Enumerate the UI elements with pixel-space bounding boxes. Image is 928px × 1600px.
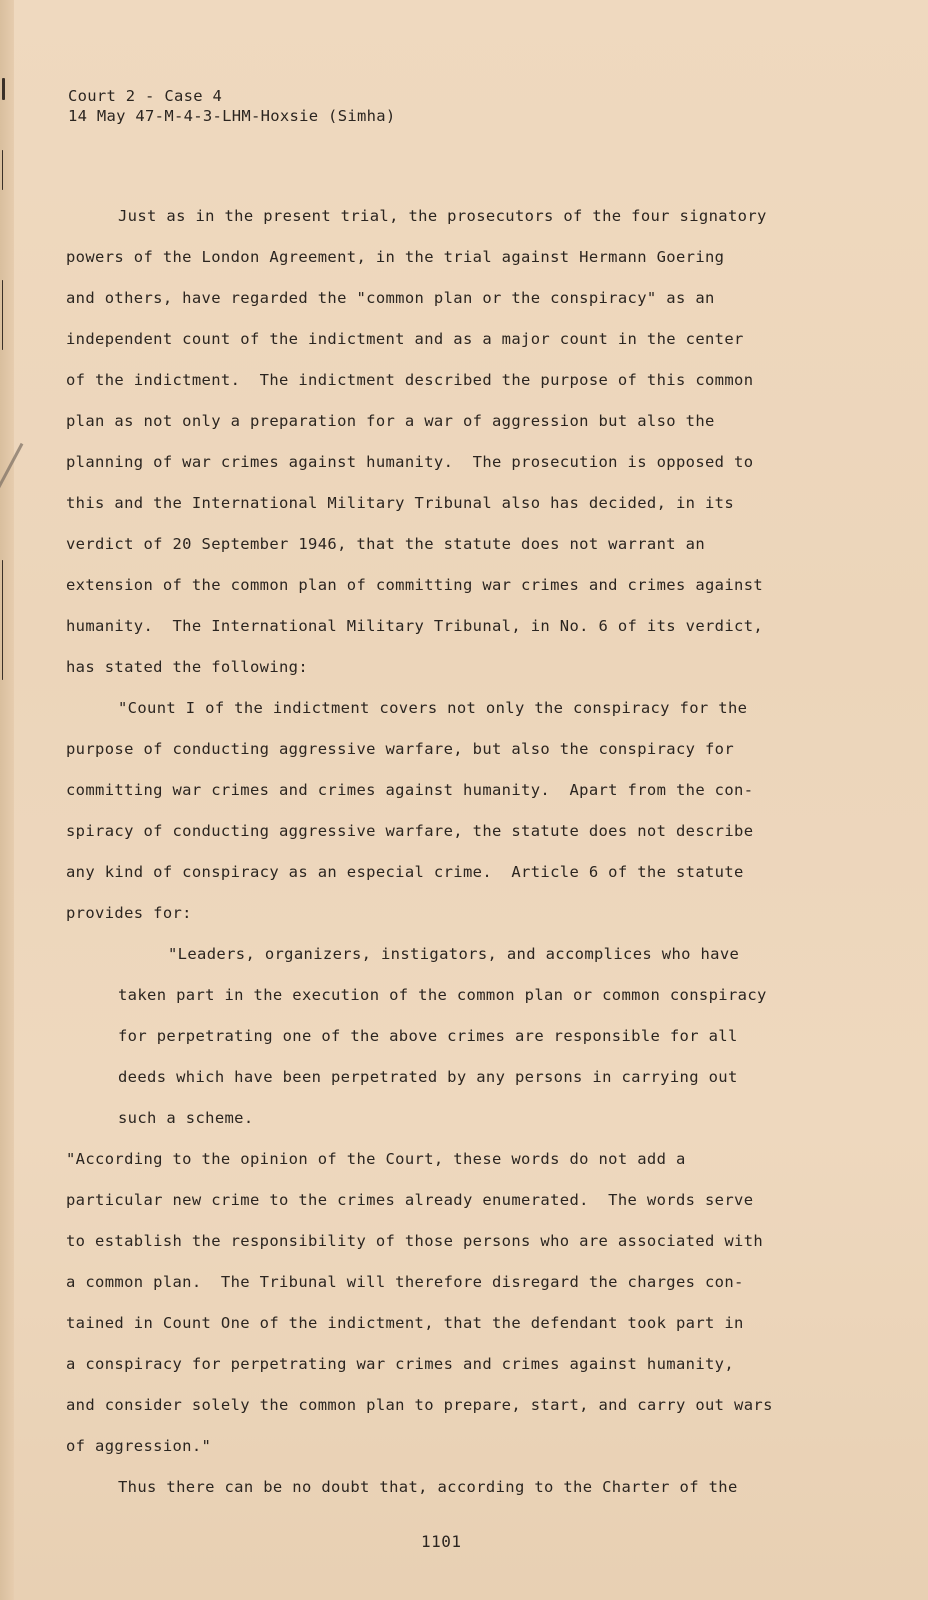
text-line: powers of the London Agreement, in the trial against Hermann Goering [66,248,725,266]
document-header [68,86,395,126]
quote-line: "According to the opinion of the Court, these words do not add a [66,1150,686,1168]
quote-line: spiracy of conducting aggressive warfare, the statute does not describe [66,822,754,840]
edge-mark [2,280,3,350]
nested-quote-line: taken part in the execution of the common plan or common conspiracy [118,986,767,1004]
text-line: independent count of the indictment and as a major count in the center [66,330,744,348]
nested-quote-line: "Leaders, organizers, instigators, and accomplices who have [168,945,740,963]
text-line: Thus there can be no doubt that, according to the Charter of the [118,1478,738,1496]
edge-mark [2,150,3,190]
quote-line: provides for: [66,904,192,922]
quote-line: and consider solely the common plan to prepare, start, and carry out wars [66,1396,773,1414]
text-line: extension of the common plan of committing war crimes and crimes against [66,576,764,594]
quote-line: of aggression." [66,1437,212,1455]
text-line: of the indictment. The indictment described the purpose of this common [66,371,754,389]
quote-line: particular new crime to the crimes already enumerated. The words serve [66,1191,754,1209]
text-line: Just as in the present trial, the prosecutors of the four signatory [118,207,767,225]
page-left-edge [0,0,14,1600]
quote-line: purpose of conducting aggressive warfare, but also the conspiracy for [66,740,735,758]
quote-line: a conspiracy for perpetrating war crimes and crimes against humanity, [66,1355,735,1373]
text-line: has stated the following: [66,658,309,676]
quote-line: any kind of conspiracy as an especial crime. Article 6 of the statute [66,863,744,881]
quote-line: committing war crimes and crimes against humanity. Apart from the con- [66,781,754,799]
header-date-reference: 14 May 47-M-4-3-LHM-Hoxsie (Simha) [68,107,396,125]
text-line: verdict of 20 September 1946, that the statute does not warrant an [66,535,705,553]
quote-line: to establish the responsibility of those persons who are associated with [66,1232,764,1250]
page-number: 1101 [421,1532,462,1551]
nested-quote-line: such a scheme. [118,1109,254,1127]
text-line: this and the International Military Tribunal also has decided, in its [66,494,735,512]
text-line: humanity. The International Military Tribunal, in No. 6 of its verdict, [66,617,764,635]
nested-quote-line: for perpetrating one of the above crimes are responsible for all [118,1027,738,1045]
edge-mark [2,78,5,100]
edge-mark [2,560,3,680]
quote-line: "Count I of the indictment covers not only the conspiracy for the [118,699,748,717]
quote-line: a common plan. The Tribunal will therefore disregard the charges con- [66,1273,744,1291]
text-line: and others, have regarded the "common plan or the conspiracy" as an [66,289,715,307]
text-line: planning of war crimes against humanity. The prosecution is opposed to [66,453,754,471]
quote-line: tained in Count One of the indictment, that the defendant took part in [66,1314,744,1332]
text-line: plan as not only a preparation for a war of aggression but also the [66,412,715,430]
nested-quote-line: deeds which have been perpetrated by any persons in carrying out [118,1068,738,1086]
header-court-case: Court 2 - Case 4 [68,87,223,105]
